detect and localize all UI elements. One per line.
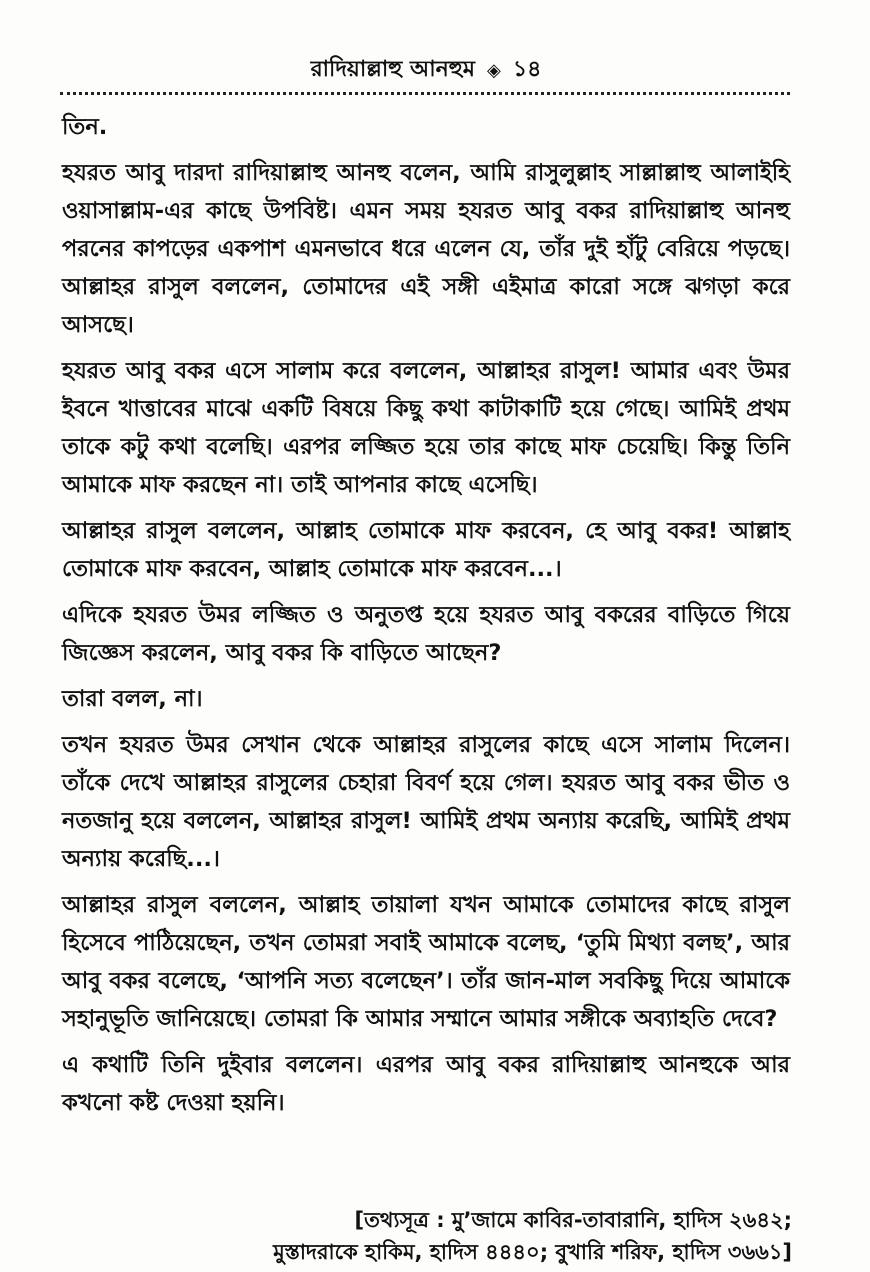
dotted-header-divider <box>60 92 790 95</box>
paragraph: তখন হযরত উমর সেখান থেকে আল্লাহর রাসুলের কাছে এসে সালাম দিলেন। তাঁকে দেখে আল্লাহর রাসুলের চেহারা বিবর্ণ হয়ে গেল। হযরত আবু বকর ভীত ও নতজানু হয়ে বললেন, আল্লাহর রাসুল! আমিই প্রথম অন্যায় করেছি, আমিই প্রথম অন্যায় করেছি...। <box>62 732 790 872</box>
reference-line-1: [তথ্যসূত্র : মু’জামে কাবির-তাবারানি, হাদিস ২৬৪২; <box>354 1208 792 1232</box>
paragraph: হযরত আবু বকর এসে সালাম করে বললেন, আল্লাহর রাসুল! আমার এবং উমর ইবনে খাত্তাবের মাঝে একটি বিষয়ে কিছু কথা কাটাকাটি হয়ে গেছে। আমিই প্রথম তাকে কটু কথা বলেছি। এরপর লজ্জিত হয়ে তার কাছে মাফ চেয়েছি। কিন্তু তিনি আমাকে মাফ করছেন না। তাই আপনার কাছে এসেছি। <box>62 358 790 498</box>
diamond-ornament-icon: ◈ <box>487 59 501 81</box>
reference-line-2: মুস্তাদরাকে হাকিম, হাদিস ৪৪৪০; বুখারি শরিফ, হাদিস ৩৬৬১] <box>273 1240 792 1264</box>
paragraph: হযরত আবু দারদা রাদিয়াল্লাহু আনহু বলেন, আমি রাসুলুল্লাহ সাল্লাল্লাহু আলাইহি ওয়াসাল্লাম-এর কাছে উপবিষ্ট। এমন সময় হযরত আবু বকর রাদিয়াল্লাহু আনহু পরনের কাপড়ের একপাশ এমনভাবে ধরে এলেন যে, তাঁর দুই হাঁটু বেরিয়ে পড়ছে। আল্লাহর রাসুল বললেন, তোমাদের এই সঙ্গী এইমাত্র কারো সঙ্গে ঝগড়া করে আসছে। <box>62 160 790 338</box>
page-number: ১৪ <box>512 56 542 82</box>
main-text <box>62 108 790 1130</box>
section-number: তিন. <box>62 114 108 140</box>
source-reference <box>92 1204 792 1268</box>
paragraph: আল্লাহর রাসুল বললেন, আল্লাহ তোমাকে মাফ করবেন, হে আবু বকর! আল্লাহ তোমাকে মাফ করবেন, আল্লাহ তোমাকে মাফ করবেন...। <box>62 518 790 582</box>
running-title: রাদিয়াল্লাহু আনহুম <box>310 56 476 82</box>
paragraph: এদিকে হযরত উমর লজ্জিত ও অনুতপ্ত হয়ে হযরত আবু বকরের বাড়িতে গিয়ে জিজ্ঞেস করলেন, আবু বকর কি বাড়িতে আছেন? <box>62 602 790 666</box>
paragraph: এ কথাটি তিনি দুইবার বললেন। এরপর আবু বকর রাদিয়াল্লাহু আনহুকে আর কখনো কষ্ট দেওয়া হয়নি। <box>62 1052 790 1116</box>
paragraph: আল্লাহর রাসুল বললেন, আল্লাহ তায়ালা যখন আমাকে তোমাদের কাছে রাসুল হিসেবে পাঠিয়েছেন, তখন তোমরা সবাই আমাকে বলেছ, ‘তুমি মিথ্যা বলছ’, আর আবু বকর বলেছে, ‘আপনি সত্য বলেছেন’। তাঁর জান-মাল সবকিছু দিয়ে আমাকে সহানুভূতি জানিয়েছে। তোমরা কি আমার সম্মানে আমার সঙ্গীকে অব্যাহতি দেবে? <box>62 892 790 1032</box>
paragraph: তারা বলল, না। <box>62 686 203 712</box>
running-header <box>60 52 792 88</box>
